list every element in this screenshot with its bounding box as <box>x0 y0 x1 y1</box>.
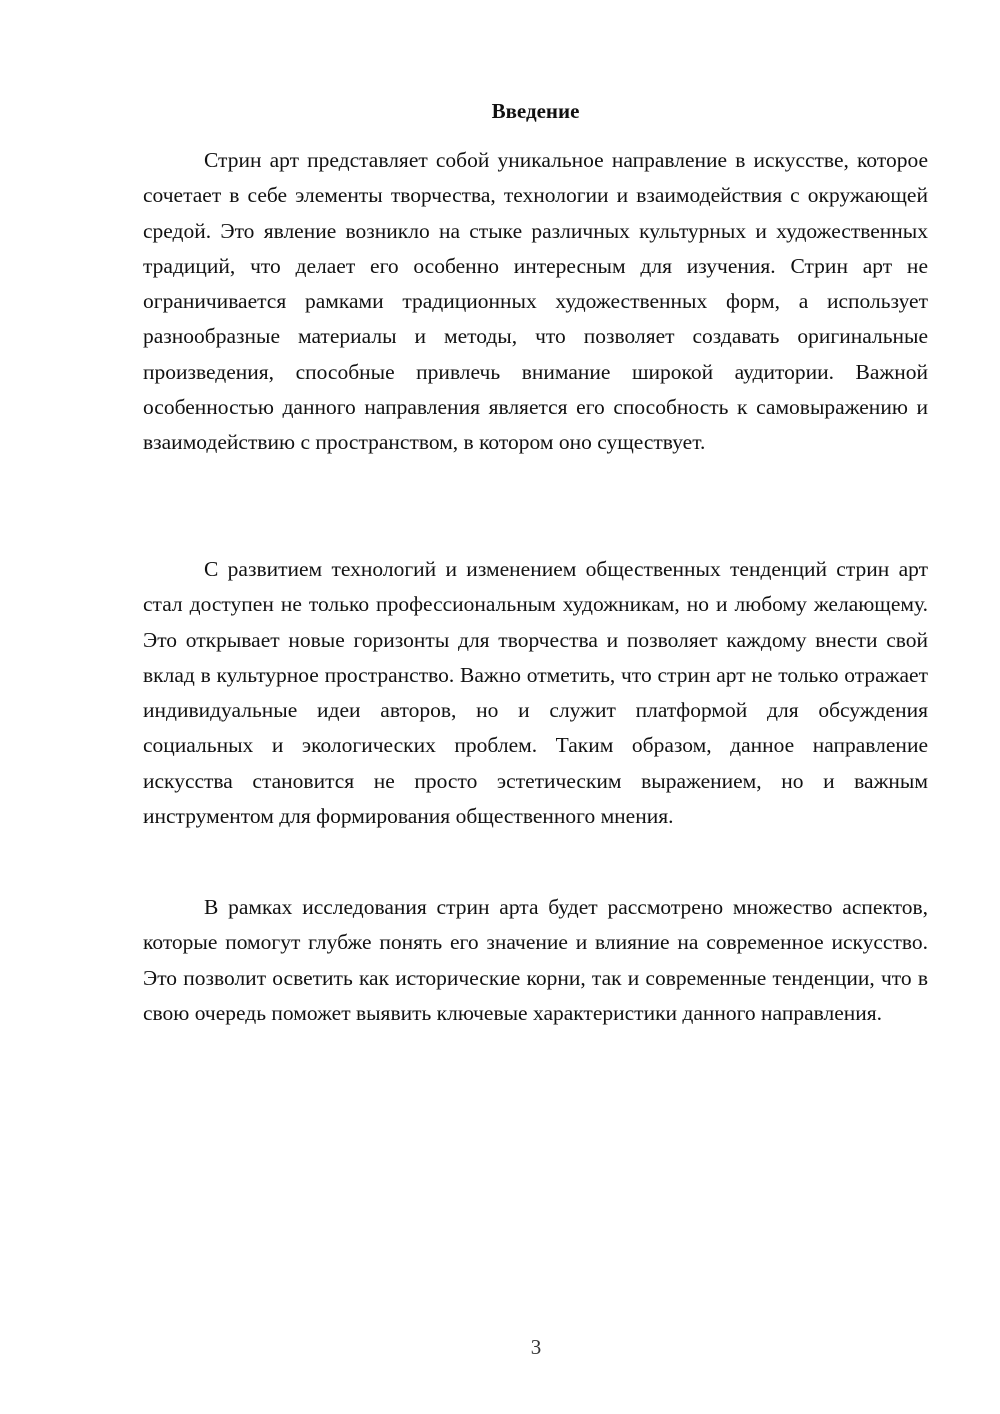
page-number: 3 <box>530 1335 542 1359</box>
paragraph-1: Стрин арт представляет собой уникальное направление в искусстве, которое сочетает в себе элементы творчества, технологии и взаимодействия с окружающей средой. Это явление возникло на стыке различных культурных и художественных традиций, что делает его особенно интересным для изучения. Стрин арт не ограничивается рамками традиционных художественных форм, а использует разнообразные материалы и методы, что позволяет создавать оригинальные произведения, способные привлечь внимание широкой аудитории. Важной особенностью данного направления является его способность к самовыражению и взаимодействию с пространством, в котором оно существует. <box>143 148 928 455</box>
section-heading: Введение <box>491 99 580 123</box>
paragraph-2: С развитием технологий и изменением общественных тенденций стрин арт стал доступен не только профессиональным художникам, но и любому желающему. Это открывает новые горизонты для творчества и позволяет каждому внести свой вклад в культурное пространство. Важно отметить, что стрин арт не только отражает индивидуальные идеи авторов, но и служит платформой для обсуждения социальных и экологических проблем. Таким образом, данное направление искусства становится не просто эстетическим выражением, но и важным инструментом для формирования общественного мнения. <box>143 557 928 829</box>
paragraph-3: В рамках исследования стрин арта будет рассмотрено множество аспектов, которые помогут глубже понять его значение и влияние на современное искусство. Это позволит осветить как исторические корни, так и современные тенденции, что в свою очередь поможет выявить ключевые характеристики данного направления. <box>143 895 928 1025</box>
